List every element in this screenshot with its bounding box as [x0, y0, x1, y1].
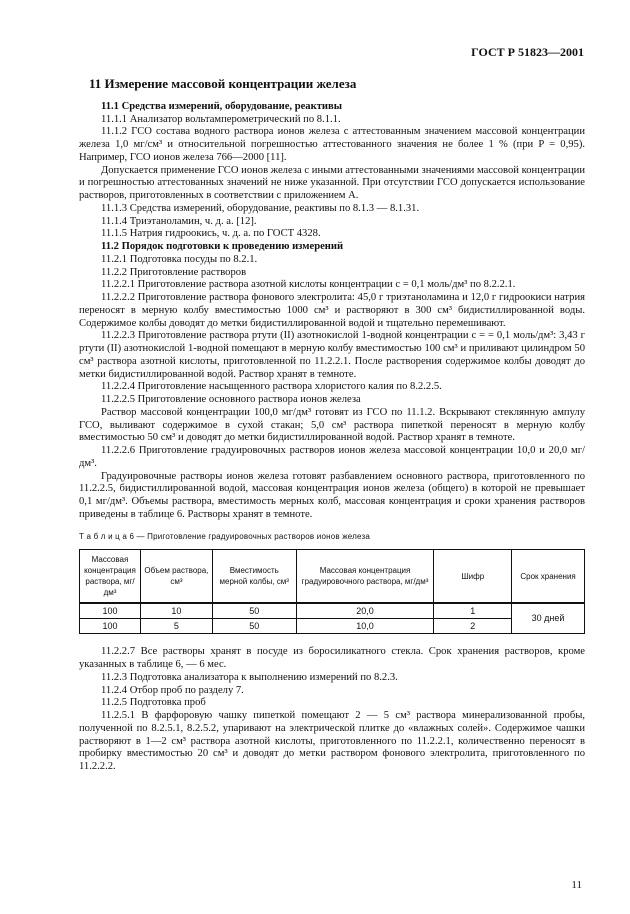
- paragraph: 11.2.2.2 Приготовление раствора фонового электролита: 45,0 г триэтаноламина и 12,0 г гидроокиси натрия переносят в мерную колбу вместимостью 1000 см³ и растворяют в 300 см³ бидистиллированной воды. Содержимое колбы доводят до метки бидистиллированной водой и тщательно перемешивают.: [79, 292, 585, 329]
- subsection-heading: 11.1 Средства измерений, оборудование, реактивы: [101, 100, 343, 112]
- paragraph: Раствор массовой концентрации 100,0 мг/дм³ готовят из ГСО по 11.1.2. Вскрывают стеклянную ампулу ГСО, выливают содержимое в сухой стакан; 5,0 см³ раствора пипеткой переносят в мерную колбу вместимостью 50 см³ и доводят до метки бидистиллированной водой. Раствор хранят в темноте.: [79, 406, 585, 444]
- table-row: [80, 619, 585, 634]
- paragraph: 11.2.2.6 Приготовление градуировочных растворов ионов железа массовой концентрации 10,0 и 20,0 мг/дм³.: [79, 445, 585, 469]
- table-cell: 10,0: [296, 619, 434, 634]
- paragraph: Допускается применение ГСО ионов железа с иными аттестованными значениями массовой концентрации и погрешностью аттестованных значений не ниже указанной. При отсутствии ГСО допускается использование растворов, приготовленных в соответствии с приложением А.: [79, 164, 585, 201]
- page-body: [79, 78, 585, 774]
- table-cell: 2: [434, 619, 512, 634]
- paragraph: 11.2.5.1 В фарфоровую чашку пипеткой помещают 2 — 5 см³ раствора минерализованной пробы, полученной по 8.2.5.1, 8.2.5.2, упаривают на электрической плитке до «влажных солей». Содержимое чашки растворяют в 1—2 см³ раствора азотной кислоты, приготовленного по 11.2.2.1, количественно переносят в пробирку вместимостью 20 см³ и доводят до метки раствором фонового электролита, приготовленного по 11.2.2.2.: [79, 710, 585, 772]
- paragraph: 11.1.3 Средства измерений, оборудование, реактивы по 8.1.3 — 8.1.31.: [101, 202, 420, 214]
- table-header-row: [80, 550, 585, 604]
- paragraph: 11.1.1 Анализатор вольтамперометрический по 8.1.1.: [101, 113, 341, 125]
- page-number: 11: [571, 879, 582, 891]
- table-cell: 50: [212, 603, 296, 619]
- table-cell: 5: [140, 619, 212, 634]
- paragraph: 11.2.2.5 Приготовление основного раствора ионов железа: [101, 394, 361, 405]
- table-cell: 100: [80, 603, 141, 619]
- table-cell: 100: [80, 619, 141, 634]
- paragraph: Градуировочные растворы ионов железа готовят разбавлением основного раствора, приготовленного по 11.2.2.5, бидистиллированной водой, массовая концентрация ионов железа (общего) в которой не превышает 0,1 мг/дм³. Объемы раствора, вместимость мерных колб, массовая концентрация и сроки хранения растворов приведены в таблице 6. Растворы хранят в темноте.: [79, 470, 585, 520]
- paragraph: 11.2.2 Приготовление растворов: [101, 266, 247, 278]
- table-caption: Т а б л и ц а 6 — Приготовление градуировочных растворов ионов железа: [79, 531, 371, 541]
- col-header: Массовая концентрация градуировочного раствора, мг/дм³: [296, 550, 434, 604]
- subsection-heading: 11.2 Порядок подготовки к проведению измерений: [101, 241, 344, 252]
- col-header: Срок хранения: [512, 550, 585, 604]
- col-header: Шифр: [434, 550, 512, 604]
- table-cell: 10: [140, 603, 212, 619]
- table-6: [79, 549, 585, 634]
- paragraph: 11.1.2 ГСО состава водного раствора ионов железа с аттестованным значением массовой концентрации железа 1,0 мг/см³ и относительной погрешностью аттестованного значения не более 1 % (при P = 0,95). Например, ГСО ионов железа 766—2000 [11].: [79, 126, 585, 163]
- paragraph: 11.2.3 Подготовка анализатора к выполнению измерений по 8.2.3.: [101, 671, 398, 683]
- col-header: Вместимость мерной колбы, см³: [212, 550, 296, 604]
- table-cell: 50: [212, 619, 296, 634]
- col-header: Объем раствора, см³: [140, 550, 212, 604]
- paragraph: 11.1.4 Триэтаноламин, ч. д. а. [12].: [101, 215, 257, 227]
- paragraph: 11.2.2.1 Приготовление раствора азотной кислоты концентрации c = 0,1 моль/дм³ по 8.2.2.1.: [101, 279, 516, 291]
- document-id-header: ГОСТ Р 51823—2001: [471, 45, 584, 59]
- paragraph: 11.2.5 Подготовка проб: [101, 697, 206, 709]
- paragraphs-before-table: [79, 101, 585, 522]
- paragraph: 11.1.5 Натрия гидроокись, ч. д. а. по ГОСТ 4328.: [101, 228, 321, 240]
- paragraph: 11.2.4 Отбор проб по разделу 7.: [101, 684, 244, 696]
- paragraph: 11.2.2.3 Приготовление раствора ртути (II) азотнокислой 1-водной концентрации c = = 0,1 моль/дм³: 3,43 г ртути (II) азотнокислой 1-водной помещают в мерную колбу вместимостью 100 см³ и приливают цилиндром 50 см³ раствора азотной кислоты, приготовленной по 11.2.2.1. После растворения содержимое колбы доводят до метки бидистиллированной водой. Раствор хранят в темноте.: [79, 330, 585, 380]
- paragraph: 11.2.2.4 Приготовление насыщенного раствора хлористого калия по 8.2.2.5.: [101, 381, 442, 393]
- table-cell: 1: [434, 603, 512, 619]
- table-row: [80, 603, 585, 619]
- paragraphs-after-table: [79, 646, 585, 774]
- paragraph: 11.2.1 Подготовка посуды по 8.2.1.: [101, 253, 258, 265]
- storage-cell: 30 дней: [512, 603, 585, 634]
- col-header: Массовая концентрация раствора, мг/дм³: [80, 550, 141, 604]
- paragraph: 11.2.2.7 Все растворы хранят в посуде из боросиликатного стекла. Срок хранения растворов, кроме указанных в таблице 6, — 6 мес.: [79, 646, 585, 670]
- table-cell: 20,0: [296, 603, 434, 619]
- section-title: 11 Измерение массовой концентрации железа: [89, 76, 357, 91]
